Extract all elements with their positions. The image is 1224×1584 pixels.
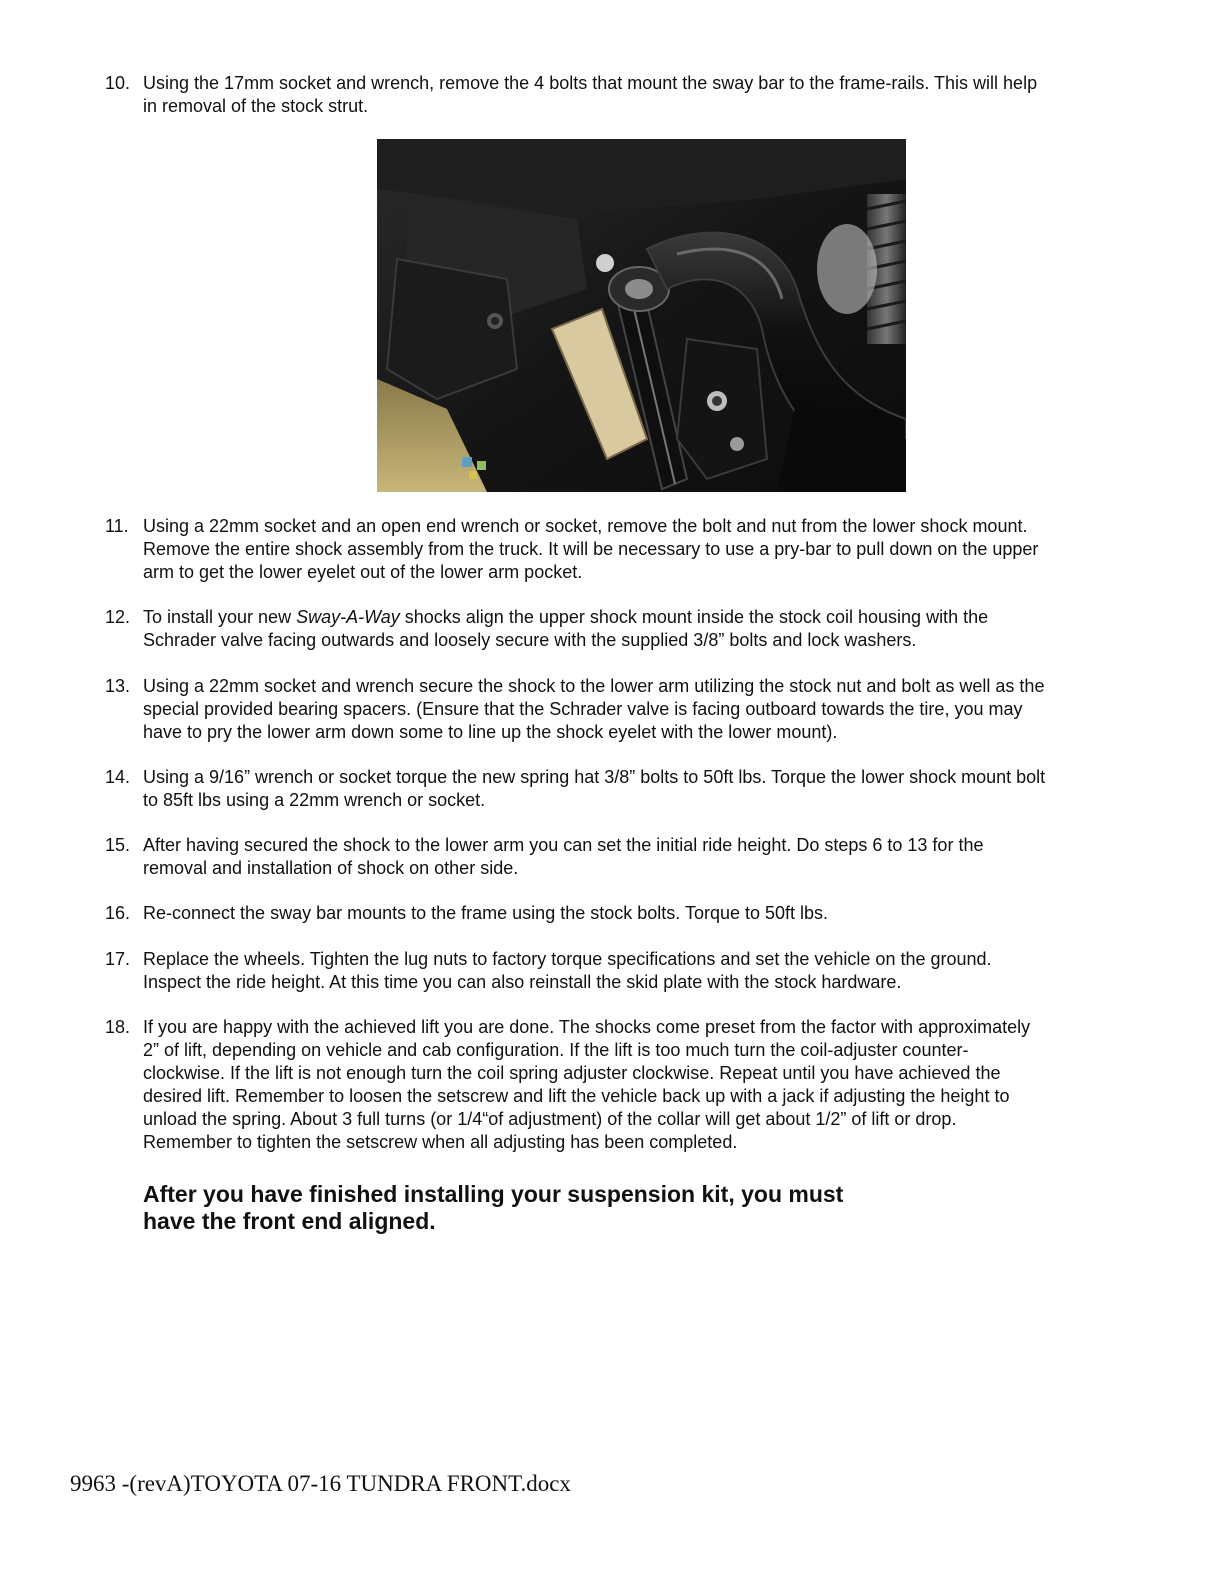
product-name: Sway-A-Way <box>296 607 400 627</box>
step-text <box>143 1016 1145 1154</box>
step-line: to 85ft lbs using a 22mm wrench or socket. <box>143 790 486 810</box>
step-18 <box>105 1016 1145 1154</box>
step-text <box>143 948 1145 994</box>
step-line: Using a 9/16” wrench or socket torque the new spring hat 3/8” bolts to 50ft lbs. Torque the lower shock mount bolt <box>143 767 1046 787</box>
step-line: unload the spring. About 3 full turns (or 1/4“of adjustment) of the collar will get about 1/2” of lift or drop. <box>143 1109 957 1129</box>
step-text <box>143 902 1145 925</box>
step-line: 2” of lift, depending on vehicle and cab configuration. If the lift is too much turn the coil-adjuster counter- <box>143 1040 969 1060</box>
step-line: removal and installation of shock on other side. <box>143 858 519 878</box>
step-17 <box>105 948 1145 994</box>
step-12 <box>105 606 1145 652</box>
step-line: If you are happy with the achieved lift you are done. The shocks come preset from the factor with approximately <box>143 1017 1031 1037</box>
step-line: Using a 22mm socket and an open end wrench or socket, remove the bolt and nut from the lower shock mount. <box>143 516 1028 536</box>
undercarriage-image <box>377 139 906 492</box>
step-line: Using the 17mm socket and wrench, remove the 4 bolts that mount the sway bar to the frame-rails. This will help <box>143 73 1038 93</box>
step-number: 14. <box>105 767 131 787</box>
step-line: Inspect the ride height. At this time you can also reinstall the skid plate with the stock hardware. <box>143 972 902 992</box>
step-number: 15. <box>105 835 131 855</box>
step-line: Re-connect the sway bar mounts to the frame using the stock bolts. Torque to 50ft lbs. <box>143 903 829 923</box>
step-number: 11. <box>105 516 129 536</box>
step-line: have to pry the lower arm down some to line up the shock eyelet with the lower mount). <box>143 722 838 742</box>
step-text <box>143 606 1145 652</box>
step-number: 10. <box>105 73 131 93</box>
step-number: 12. <box>105 607 131 627</box>
step-11 <box>105 515 1145 584</box>
step-line: special provided bearing spacers. (Ensure that the Schrader valve is facing outboard towards the tire, you may <box>143 699 1023 719</box>
step-line: desired lift. Remember to loosen the setscrew and lift the vehicle back up with a jack if adjusting the height to <box>143 1086 1010 1106</box>
step-line: After having secured the shock to the lower arm you can set the initial ride height. Do steps 6 to 13 for the <box>143 835 984 855</box>
step-text <box>143 834 1145 880</box>
notice-line: have the front end aligned. <box>143 1208 436 1234</box>
step-line: Remember to tighten the setscrew when all adjusting has been completed. <box>143 1132 738 1152</box>
document-footer: 9963 -(revA)TOYOTA 07-16 TUNDRA FRONT.docx <box>70 1471 571 1496</box>
step-16 <box>105 902 1145 925</box>
step-text <box>143 766 1145 812</box>
step-line: Remove the entire shock assembly from the truck. It will be necessary to use a pry-bar to pull down on the upper <box>143 539 1039 559</box>
step-number: 13. <box>105 676 131 696</box>
step-number: 17. <box>105 949 131 969</box>
step-line-start: To install your new <box>143 607 297 627</box>
step-10 <box>105 72 1145 118</box>
step-14 <box>105 766 1145 812</box>
step-number: 18. <box>105 1017 131 1037</box>
step-13 <box>105 675 1145 744</box>
suspension-photo <box>377 139 906 492</box>
step-text <box>143 675 1145 744</box>
step-line-end: shocks align the upper shock mount inside the stock coil housing with the <box>399 607 989 627</box>
alignment-notice <box>143 1181 903 1235</box>
step-line: clockwise. If the lift is not enough turn the coil spring adjuster clockwise. Repeat until you have achieved the <box>143 1063 1001 1083</box>
step-line: Replace the wheels. Tighten the lug nuts to factory torque specifications and set the vehicle on the ground. <box>143 949 992 969</box>
step-15 <box>105 834 1145 880</box>
step-line: Schrader valve facing outwards and loosely secure with the supplied 3/8” bolts and lock washers. <box>143 630 917 650</box>
step-line: arm to get the lower eyelet out of the lower arm pocket. <box>143 562 583 582</box>
step-line: in removal of the stock strut. <box>143 96 369 116</box>
step-line: Using a 22mm socket and wrench secure the shock to the lower arm utilizing the stock nut and bolt as well as the <box>143 676 1045 696</box>
step-text <box>143 72 1145 118</box>
notice-line: After you have finished installing your suspension kit, you must <box>143 1181 844 1207</box>
step-number: 16. <box>105 903 131 923</box>
step-text <box>143 515 1145 584</box>
